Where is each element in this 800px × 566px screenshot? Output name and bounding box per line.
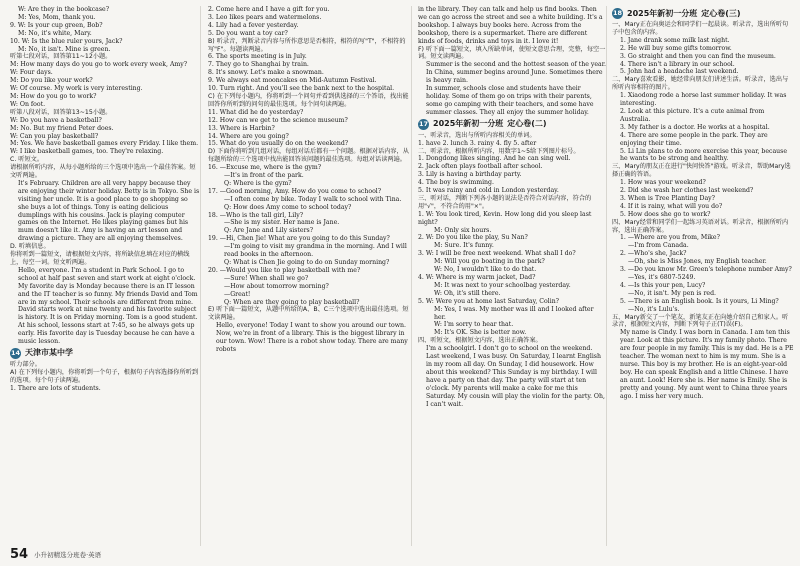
text-line: W: I'm sorry to hear that. bbox=[434, 321, 514, 329]
passage: Summer is the second and the hottest season of the year. In China, summer begins around June. Sometimes there is heavy rain. bbox=[426, 61, 606, 85]
text-line: W: Of course. My work is very interesting. bbox=[10, 85, 143, 93]
text-line: 9. We always eat mooncakes on Mid-Autumn Festival. bbox=[208, 77, 377, 85]
text-line: 2. W: Do you like the play, Su Nan? bbox=[418, 234, 528, 242]
text-line: 13. Where is Harbin? bbox=[208, 124, 275, 132]
text-line: 听力部分。 bbox=[10, 360, 41, 368]
text-line: 一、听录音，选出与所听内容相关的单词。 bbox=[418, 131, 536, 139]
text-line: —She is my sister. Her name is Jane. bbox=[224, 219, 340, 227]
text-line: —I often come by bike. Today I walk to school with Tina. bbox=[224, 195, 402, 203]
text-line: 5. Li Lin plans to do more exercise this year, because he wants to be strong and healthy. bbox=[620, 147, 787, 163]
text-line: D) 下面你将听到几组对话，每组对话后都有一个问题。根据对话内容，从每题所给的三个选项中找出能回答该问题的最佳选项。每组对话读两遍。 bbox=[208, 148, 409, 164]
text-line: 10. Turn right. And you'll see the bank next to the hospital. bbox=[208, 85, 395, 93]
text-line: 1. How was your weekend? bbox=[620, 179, 706, 187]
text-line: —It's in front of the park. bbox=[224, 172, 304, 180]
text-line: F) 听下面一篇短文，填入所缺单词，使短文意思合理，完整，每空一词。短文读两遍。 bbox=[418, 45, 606, 61]
text-line: 一、Mary正在向奥运会和同学们一起晨读。听录音，选出所听句子中包含的内容。 bbox=[612, 21, 789, 36]
text-line: —Yes, it's 6807-5249. bbox=[628, 274, 696, 281]
text-line: 19. —Hi, Chen Jie! What are you going to do this Sunday? bbox=[208, 235, 390, 243]
text-line: 1. —Where are you from, Mike? bbox=[620, 234, 720, 242]
text-line: Q: When are they going to play basketball? bbox=[224, 298, 360, 306]
passage: My name is Cindy. I was born in Canada. I am ten this year. Look at this picture. It's my family photo. There are four people in my family. This is my dad. He is a PE teacher. The woman next to him is my mum. She is a nurse. This boy is my brother. He is an eight-year-old boy. He can speak English and a little Chinese. I have an aunt. Look! Here she is. Her name is Emily. She is pretty and young. My aunt went to China three years ago. I miss her very much. bbox=[620, 329, 794, 400]
text-line: 2. Jack often plays football after school. bbox=[418, 163, 543, 171]
section-title: 2025年新初一分班 bbox=[433, 119, 504, 129]
text-line: 你将听到一篇短文，请根据短文内容，将所缺信息填在对应的横线上，每空一词。短文听两遍。 bbox=[10, 251, 190, 266]
column-4 bbox=[612, 6, 794, 546]
text-line: 五、Mary新交了一个笔友，新笔友正在向她介绍自己和家人。听录音，根据短文内容，判断下列句子正(T)误(F)。 bbox=[612, 313, 789, 329]
text-line: 2. Look at this picture. It's a cute animal from Australia. bbox=[620, 107, 765, 123]
text-line: 4. W: Where is my warm jacket, Dad? bbox=[418, 274, 536, 281]
text-line: W: No, I wouldn't like to do that. bbox=[434, 266, 537, 274]
passage: I'm a schoolgirl. I don't go to school on the weekend. Last weekend, I was busy. On Saturday, I learnt English in my room all day. On Sunday, I did housework. How about this weekend? This Sunday is my birthday. I will have a party on that day. The party will start at ten o'clock. My parents will make a cake for me this Saturday. My cousin will play the violin for the party. Oh, I can't wait. bbox=[426, 345, 605, 408]
text-line: 1. Jane drank some milk last night. bbox=[620, 36, 730, 44]
text-line: —Great! bbox=[224, 290, 251, 298]
passage: In summer, schools close and students have their holiday. Some of them go on trips with their parents, some go camping with their teachers, and some have summer classes. They all enjoy the summer holiday. bbox=[426, 85, 594, 116]
text-line: 18. —Who is the tall girl, Lily? bbox=[208, 211, 304, 219]
text-line: 1. Xiaodong rode a horse last summer holiday. It was interesting. bbox=[620, 92, 787, 108]
text-line: 二、听录音，根据所听内容，用数字1~5给下列图片标号。 bbox=[418, 147, 580, 155]
text-line: 5. It was rainy and cold in London yesterday. bbox=[418, 187, 559, 195]
text-line: W: On foot. bbox=[10, 100, 46, 108]
text-line: 1. have 2. lunch 3. rainy 4. fly 5. after bbox=[418, 139, 537, 147]
text-line: W: I like basketball games, too. They're relaxing. bbox=[10, 148, 164, 156]
text-line: 6. The sports meeting is in July. bbox=[208, 53, 307, 61]
text-line: 20. —Would you like to play basketball with me? bbox=[208, 266, 361, 274]
text-line: 4. Lily had a fever yesterday. bbox=[208, 21, 299, 29]
text-line: 1. W: You look tired, Kevin. How long did you sleep last night? bbox=[418, 210, 592, 226]
text-line: M: Yes. We have basketball games every Friday. I like them. bbox=[10, 140, 199, 148]
text-line: 请根据所听内容，从每小题所给的三个选项中选出一个最佳答案。短文听两遍。 bbox=[10, 164, 196, 180]
text-line: A) 在下列每小题内，你将听到一个句子，根据句子内容选择你所听到的选项。每个句子读两遍。 bbox=[10, 368, 199, 384]
section-subtitle: 定心卷(二) bbox=[507, 119, 547, 129]
text-line: M: Do you like your work? bbox=[10, 77, 93, 85]
section-subtitle: 定心卷(三) bbox=[701, 8, 741, 18]
text-line: 17. —Good morning, Amy. How do you come to school? bbox=[208, 187, 382, 195]
passage: Hello, everyone. I'm a student in Park School. I go to school at half past seven and start work at eight o'clock. My favorite day is Monday because there is an IT lesson and the IT teacher is so funny. My friends David and Tom are in my school. Their schools are different from mine. David starts work at nine twenty and his favorite subject is history. It is on Friday morning. Tom is a good student. At his school, lessons start at 7:45, so he always gets up early. His favorite day is Tuesday because he can have a music lesson. bbox=[18, 266, 198, 346]
text-line: 4. The boy is swimming. bbox=[418, 179, 494, 187]
column-1 bbox=[10, 6, 201, 546]
text-line: 四、听短文，根据短文内容，选出正确答案。 bbox=[418, 337, 542, 345]
text-line: D. 听填信息。 bbox=[10, 243, 50, 251]
section-18-heading bbox=[612, 8, 794, 19]
section-number-badge: 18 bbox=[612, 9, 623, 17]
text-line: 2. Did she wash her clothes last weekend? bbox=[620, 187, 754, 195]
text-line: 12. How can we get to the science museum? bbox=[208, 116, 348, 124]
text-line: W: Can you play basketball? bbox=[10, 132, 99, 140]
text-line: W: Four days. bbox=[10, 69, 53, 77]
text-line: 3. My father is a doctor. He works at a hospital. bbox=[620, 123, 770, 131]
page-number: 54 bbox=[10, 547, 29, 562]
text-line: M: Only six hours. bbox=[434, 226, 492, 234]
text-line: 2. —Who's she, Jack? bbox=[620, 250, 687, 258]
text-line: 听第八段对话，回答第13~15小题。 bbox=[10, 108, 112, 116]
text-line: 三、Mary的朋友正在进行"快问快答"游戏。听录音，帮助Mary选择正确的答语。 bbox=[612, 163, 791, 179]
text-line: 3. —Do you know Mr. Green's telephone number Amy? bbox=[620, 266, 792, 274]
text-line: 10. W: Is the blue ruler yours, Jack? bbox=[10, 37, 123, 45]
text-line: C) 在下列每小题内，你将听到一个问句并看到供选择的三个答语，找出能回答你所听到的问句的最佳选项。每个问句读两遍。 bbox=[208, 92, 409, 108]
text-line: 5. Do you want a toy car? bbox=[208, 29, 288, 37]
text-line: 3. Leo likes pears and watermelons. bbox=[208, 13, 322, 21]
text-line: 9. W: Is your cup green, Bob? bbox=[10, 21, 103, 29]
text-line: 8. It's snowy. Let's make a snowman. bbox=[208, 69, 324, 77]
text-line: —I'm going to visit my grandma in the morning. And I will read books in the afternoon. bbox=[224, 243, 407, 259]
text-line: 4. —Is this your pen, Lucy? bbox=[620, 281, 706, 289]
column-3 bbox=[418, 6, 607, 546]
text-line: 2. He will buy some gifts tomorrow. bbox=[620, 44, 732, 52]
section-17-heading bbox=[418, 119, 606, 130]
section-number-badge: 17 bbox=[418, 119, 429, 128]
page-footer bbox=[10, 547, 101, 562]
section-title: 天津市某中学 bbox=[25, 348, 73, 358]
text-line: M: How many days do you go to work every week, Amy? bbox=[10, 61, 188, 69]
column-2 bbox=[208, 6, 412, 546]
section-number-badge: 14 bbox=[10, 348, 21, 357]
text-line: 5. John had a headache last weekend. bbox=[620, 68, 739, 76]
text-line: 5. How does she go to work? bbox=[620, 210, 711, 218]
text-line: Q: How does Amy come to school today? bbox=[224, 203, 352, 211]
text-line: 2. Come here and I have a gift for you. bbox=[208, 6, 330, 13]
text-line: M: It was next to your schoolbag yesterday. bbox=[434, 281, 571, 289]
text-line: 四、Mary经常和同学们一起练习英语对话。听录音，根据所听内容，选出正确答案。 bbox=[612, 218, 789, 234]
passage: It's February. Children are all very happy because they are enjoying their winter holiday. Betty is in Tokyo. She is visiting her uncle. It is a good place to go shopping so she buys a lot of things. Tony is eating delicious dumplings with his cousins. Jack is playing computer games on the Internet. He likes playing games but his mum doesn't like it. Amy is having an art lesson and drawing a picture. They are all enjoying themselves. bbox=[18, 179, 200, 243]
text-line: B) 听录音，判断录音内容与所作意思是否相符，相符的写"T"，不相符的写"F"。每题读两遍。 bbox=[208, 37, 406, 53]
text-line: —No, it isn't. My pen is red. bbox=[628, 289, 716, 297]
text-line: Q: Where is the gym? bbox=[224, 179, 292, 187]
text-line: E) 听下面一篇短文，从题中所给的A、B、C三个选项中选出最佳选项。短文读两遍。 bbox=[208, 306, 409, 322]
text-line: 3. Lily is having a birthday party. bbox=[418, 171, 522, 179]
text-line: W: Oh, it's still there. bbox=[434, 289, 501, 297]
text-line: —No, it's Lulu's. bbox=[628, 305, 680, 313]
text-line: 1. There are lots of students. bbox=[10, 384, 101, 392]
text-line: 3. W: I will be free next weekend. What shall I do? bbox=[418, 250, 576, 258]
text-line: 5. W: Were you at home last Saturday, Colin? bbox=[418, 297, 559, 305]
text-line: 4. There isn't a library in our school. bbox=[620, 60, 735, 68]
text-line: M: It's OK. She is better now. bbox=[434, 329, 527, 337]
text-line: —I'm from Canada. bbox=[628, 242, 689, 250]
text-line: M: How do you go to work? bbox=[10, 92, 97, 100]
text-line: 7. They go to Shanghai by train. bbox=[208, 61, 309, 69]
text-line: M: Yes, I was. My mother was ill and I looked after her. bbox=[434, 305, 594, 321]
text-line: 3. When is Tree Planting Day? bbox=[620, 194, 715, 202]
text-line: 三、听对话，判断下列各小题的说法是否符合对话内容，符合的用"√"，不符合的用"×"。 bbox=[418, 194, 592, 210]
text-line: 听第七段对话，回答第11~12小题。 bbox=[10, 53, 112, 61]
text-line: C. 听短文。 bbox=[10, 156, 44, 164]
text-line: 16. —Excuse me, where is the gym? bbox=[208, 164, 322, 172]
text-line: Q: What is Chen Jie going to do on Sunday morning? bbox=[224, 259, 390, 266]
passage: Hello, everyone! Today I want to show you around our town. Now, we're in front of a library. This is the biggest library in our town. Wow! There is a robot show today. There are many robots bbox=[216, 322, 408, 353]
text-line: —Sure! When shall we go? bbox=[224, 274, 309, 282]
text-line: W: Are they in the bookcase? bbox=[18, 6, 110, 13]
text-line: M: No, it isn't. Mine is green. bbox=[18, 45, 111, 53]
text-line: W: Do you have a basketball? bbox=[10, 116, 102, 124]
text-line: M: Sure. It's funny. bbox=[434, 242, 494, 250]
text-line: 11. What did he do yesterday? bbox=[208, 108, 304, 116]
text-line: 4. There are some people in the park. They are enjoying their time. bbox=[620, 131, 768, 147]
section-14-heading bbox=[10, 348, 200, 359]
text-line: 14. Where are you going? bbox=[208, 132, 289, 140]
text-line: 4. If it is rainy, what will you do? bbox=[620, 202, 723, 210]
text-line: 5. —There is an English book. Is it yours, Li Ming? bbox=[620, 297, 779, 305]
book-title: 小升初精选分班卷·英语 bbox=[34, 551, 102, 559]
text-line: 1. Dongdong likes singing. And he can sing well. bbox=[418, 155, 571, 163]
text-line: M: Yes, Mom, thank you. bbox=[18, 13, 96, 21]
text-line: M: No. But my friend Peter does. bbox=[10, 124, 114, 132]
text-line: Q: Are Jane and Lily sisters? bbox=[224, 227, 314, 235]
text-line: —How about tomorrow morning? bbox=[224, 282, 329, 290]
text-line: M: No, it's white, Mary. bbox=[18, 29, 92, 37]
section-title: 2025年新初一分班 bbox=[627, 8, 698, 18]
text-line: M: Will you go boating in the park? bbox=[434, 258, 545, 266]
text-line: —Oh, she is Miss Jones, my English teacher. bbox=[628, 258, 767, 266]
passage: in the library. They can talk and help us find books. Then we can go across the street and see a white building. It's a bookshop. I always buy books here. Across from the bookshop, there is a supermarket. There are different kinds of foods, drinks and toys in it. I love it! bbox=[418, 6, 603, 45]
text-line: 二、Mary喜欢看影，她经常向朋友们讲述生活。听录音，选出与所听内容相符的图片。 bbox=[612, 76, 789, 92]
text-line: 3. Go straight and then you can find the museum. bbox=[620, 52, 776, 60]
text-line: 15. What do you usually do on the weekend? bbox=[208, 140, 349, 148]
